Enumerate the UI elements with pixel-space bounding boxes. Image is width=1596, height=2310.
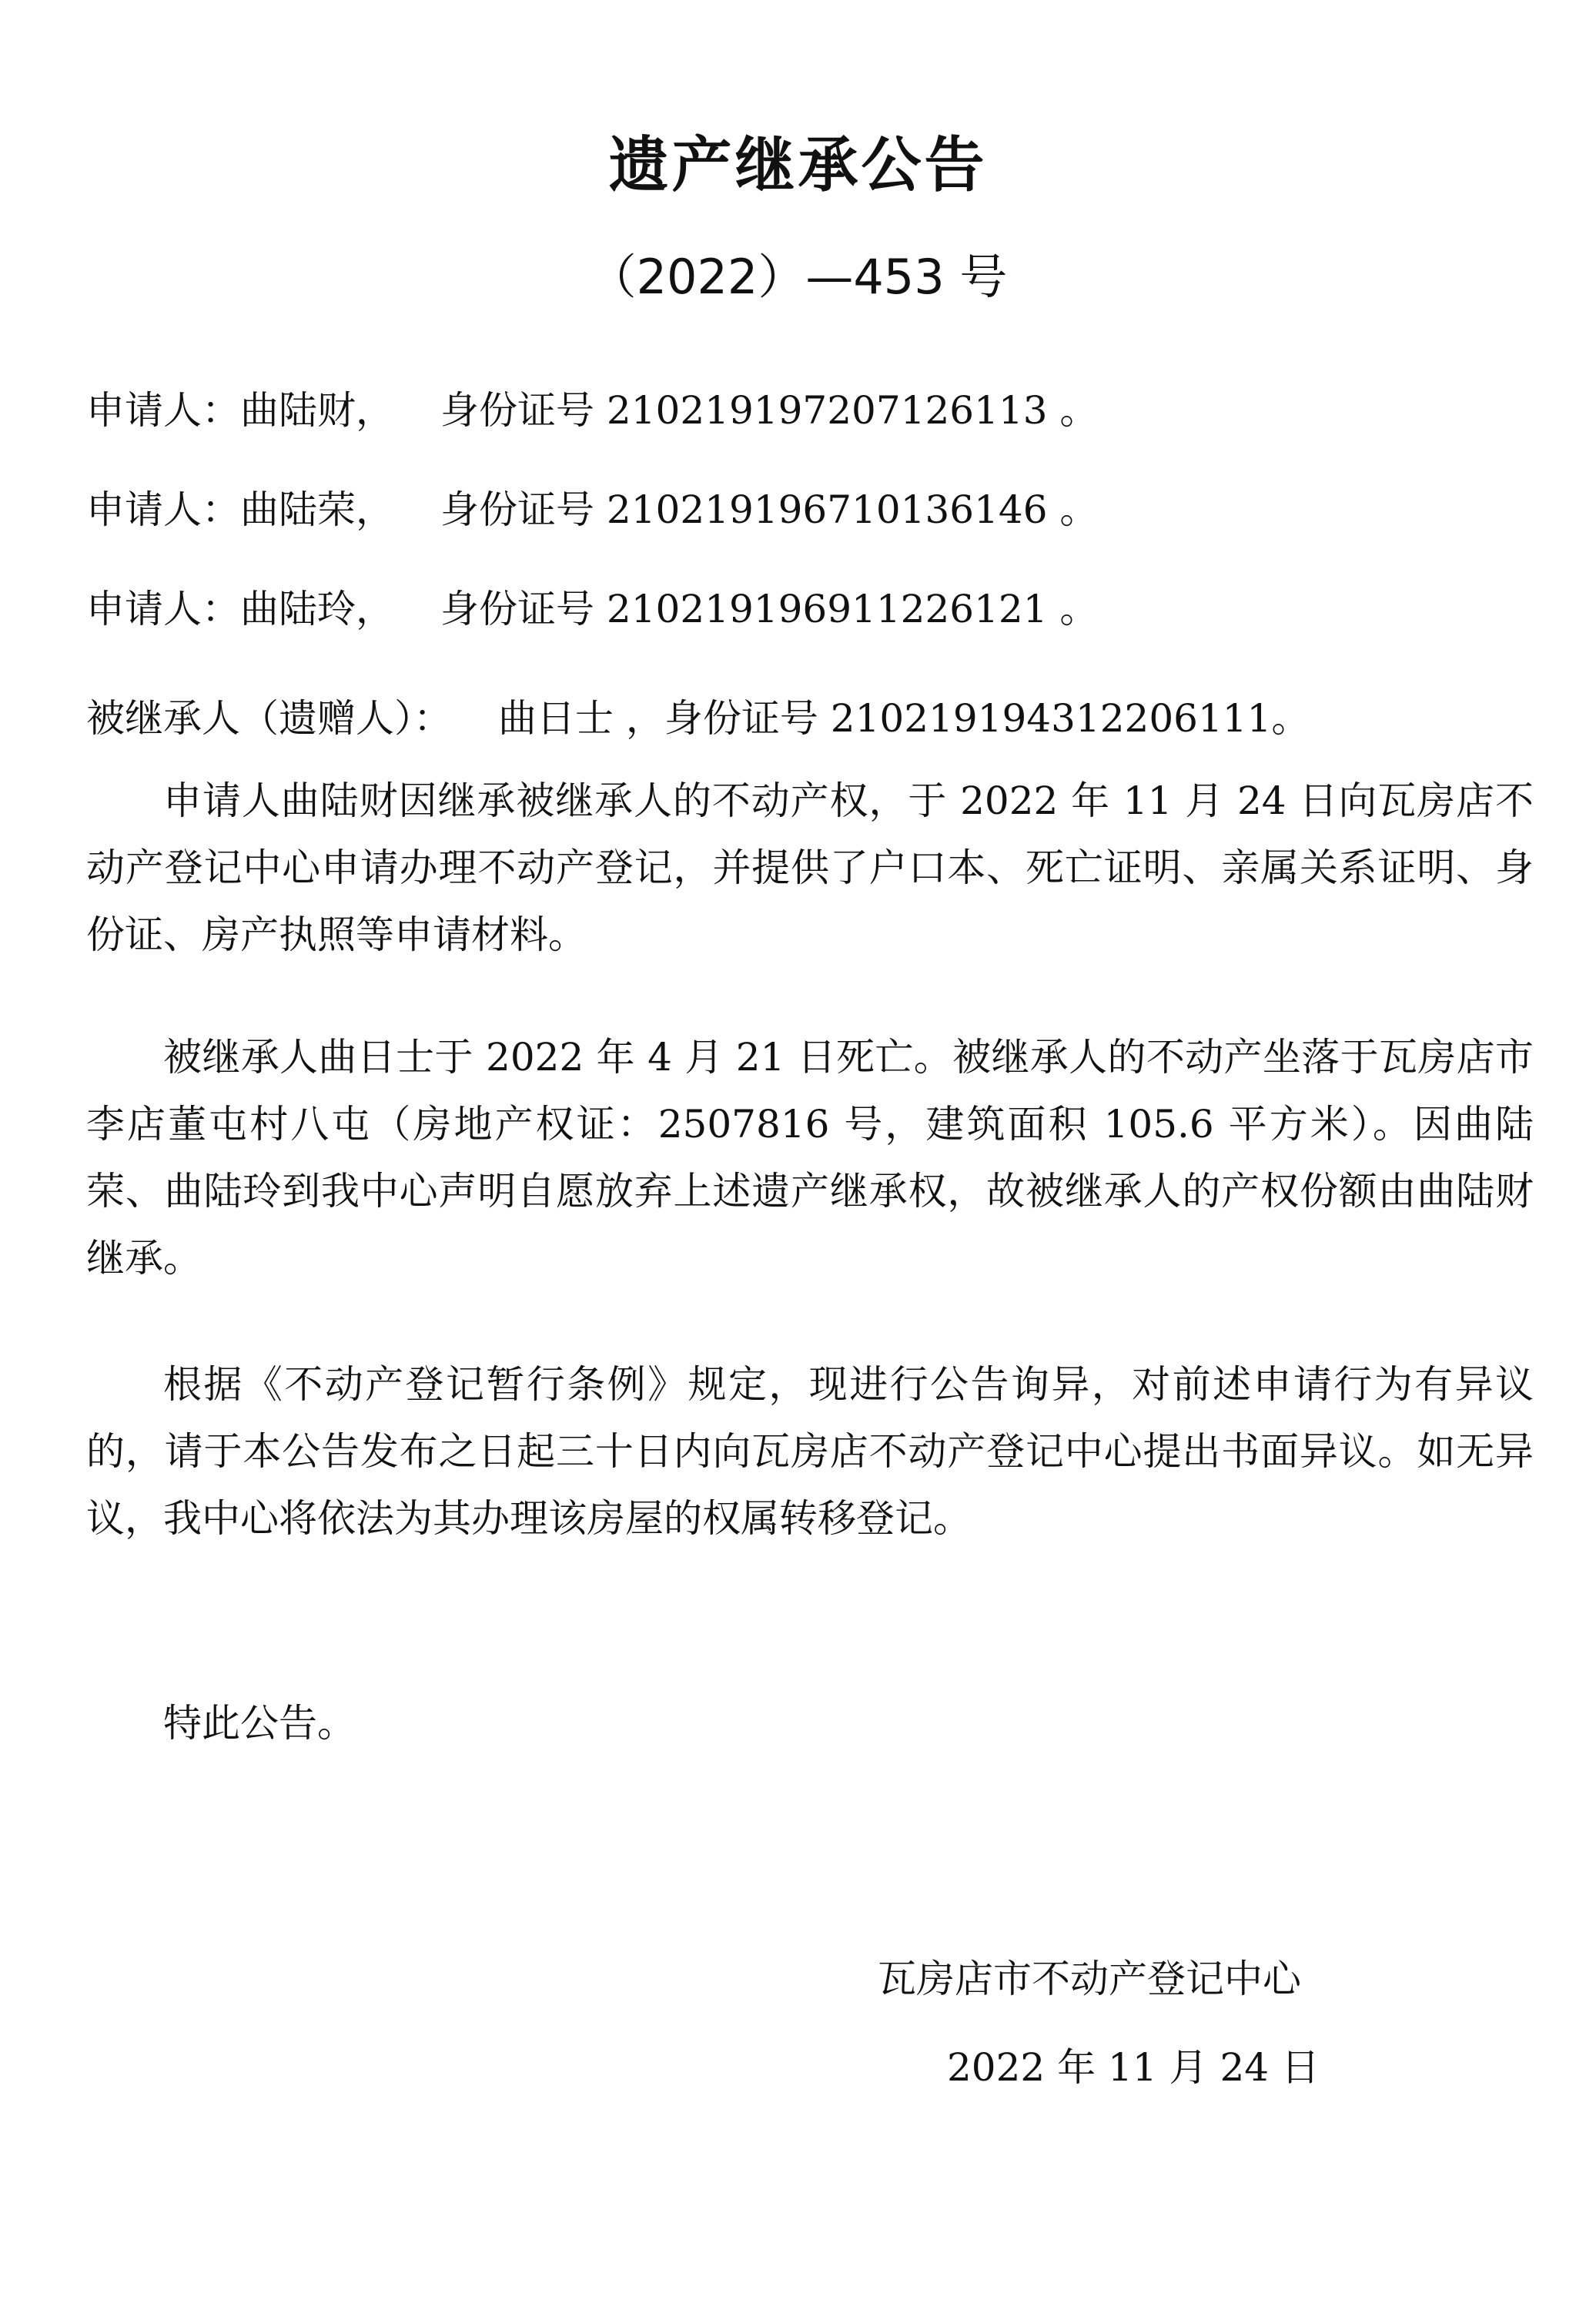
applicant-line xyxy=(86,483,1098,537)
notice-number: （2022）—453 号 xyxy=(588,249,1008,305)
applicant-name: 曲陆财， xyxy=(240,388,394,433)
body-paragraph: 根据《不动产登记暂行条例》规定，现进行公告询异，对前述申请行为有异议的，请于本公告发布之日起三十日内向瓦房店不动产登记中心提出书面异议。如无异议，我中心将依法为其办理该房屋的权属转移登记。 xyxy=(86,1362,1534,1541)
line-end: 。 xyxy=(1059,587,1099,631)
deceased-id: ，身份证号 210219194312206111。 xyxy=(625,696,1310,741)
body-paragraph: 申请人曲陆财因继承被继承人的不动产权，于 2022 年 11 月 24 日向瓦房店不动产登记中心申请办理不动产登记，并提供了户口本、死亡证明、亲属关系证明、身份证、房产执照等申请材料。 xyxy=(86,778,1534,957)
applicant-role: 申请人： xyxy=(86,587,240,631)
id-label: 身份证号 xyxy=(440,388,594,433)
deceased-line xyxy=(86,691,1310,745)
applicant-role: 申请人： xyxy=(86,388,240,433)
line-end: 。 xyxy=(1059,388,1099,433)
applicant-name: 曲陆荣， xyxy=(240,487,394,532)
line-end: 。 xyxy=(1059,487,1099,532)
body-paragraph: 被继承人曲日士于 2022 年 4 月 21 日死亡。被继承人的不动产坐落于瓦房店市李店董屯村八屯（房地产权证：2507816 号，建筑面积 105.6 平方米）。因曲陆荣、曲陆玲到我中心声明自愿放弃上述遗产继承权，故被继承人的产权份额由曲陆财继承。 xyxy=(86,1035,1534,1281)
notice-title: 遗产继承公告 xyxy=(608,131,988,200)
applicant-name: 曲陆玲， xyxy=(240,587,394,631)
id-label: 身份证号 xyxy=(440,487,594,532)
issuing-organization: 瓦房店市不动产登记中心 xyxy=(878,1957,1301,2001)
applicant-line xyxy=(86,582,1098,636)
id-label: 身份证号 xyxy=(440,587,594,631)
deceased-role: 被继承人（遗赠人）： xyxy=(86,696,452,741)
applicant-role: 申请人： xyxy=(86,487,240,532)
id-number: 210219196911226121 xyxy=(606,587,1048,631)
id-number: 210219197207126113 xyxy=(606,388,1048,433)
applicant-line xyxy=(86,383,1098,437)
deceased-name: 曲日士 xyxy=(498,696,614,741)
id-number: 210219196710136146 xyxy=(606,487,1048,532)
issue-date: 2022 年 11 月 24 日 xyxy=(947,2045,1320,2090)
closing-line: 特此公告。 xyxy=(163,1701,356,1746)
